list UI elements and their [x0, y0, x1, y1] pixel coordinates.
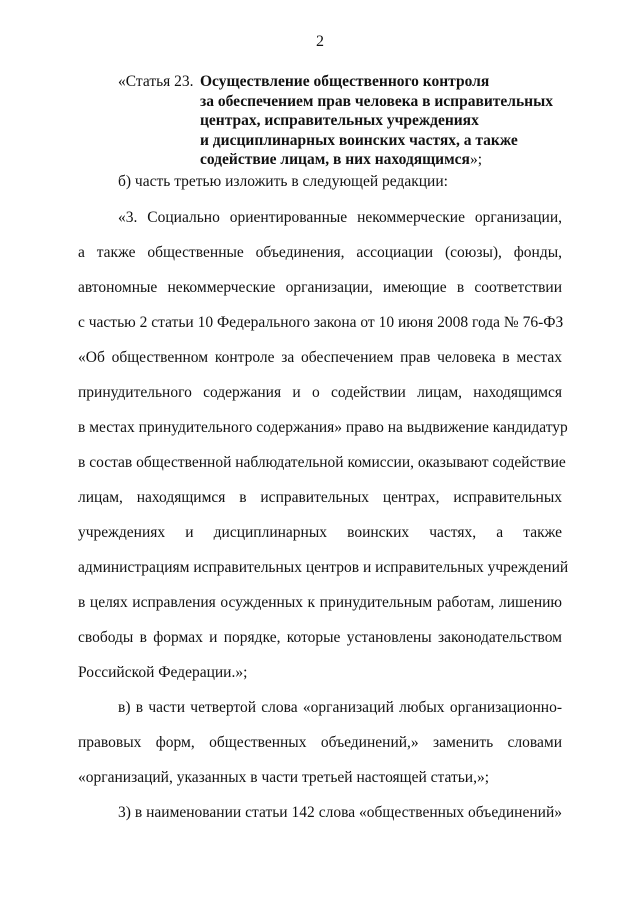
part3-line: учреждениях и дисциплинарных воинских частях, а также [78, 524, 562, 541]
article-title-line: центрах, исправительных учреждениях [200, 112, 479, 129]
article-title [200, 72, 553, 170]
part3-line: принудительного содержания и о содействии лицам, находящимся [78, 384, 562, 401]
article-title-suffix: »; [469, 151, 483, 168]
article-title-line: за обеспечением прав человека в исправительных [200, 92, 553, 110]
part3-line: а также общественные объединения, ассоциации (союзы), фонды, [78, 244, 562, 261]
article-title-line: Осуществление общественного контроля [200, 73, 490, 90]
part3-line: «3. Социально ориентированные некоммерческие организации, [118, 209, 562, 226]
part3-line: «Об общественном контроле за обеспечением прав человека в местах [78, 349, 562, 366]
part3-line: администрациям исправительных центров и исправительных учреждений [78, 559, 569, 576]
part3-line: в состав общественной наблюдательной комиссии, оказывают содействие [78, 454, 566, 471]
item-v-line: в) в части четвертой слова «организаций любых организационно- [118, 699, 562, 716]
page-number: 2 [316, 33, 324, 50]
article-prefix: «Статья 23. [118, 73, 194, 90]
article-title-line: и дисциплинарных воинских частях, а также [200, 131, 518, 149]
part3-line: в целях исправления осужденных к принудительным работам, лишению [78, 594, 562, 611]
article-title-last-part: содействие лицам, в них находящимся [200, 151, 470, 168]
part3-line: Российской Федерации.»; [78, 664, 248, 681]
item-v-line: правовых форм, общественных объединений,» заменить словами [78, 734, 562, 751]
item-v-line: «организаций, указанных в части третьей настоящей статьи,»; [78, 769, 490, 786]
part3-line: автономные некоммерческие организации, имеющие в соответствии [78, 279, 562, 296]
part3-line: с частью 2 статьи 10 Федерального закона от 10 июня 2008 года № 76-ФЗ [78, 314, 564, 331]
item-b-paragraph: б) часть третью изложить в следующей редакции: [118, 173, 448, 190]
item-3-line: 3) в наименовании статьи 142 слова «общественных объединений» [118, 804, 562, 821]
article-title-line [200, 150, 553, 170]
part3-line: в местах принудительного содержания» право на выдвижение кандидатур [78, 419, 568, 436]
part3-line: свободы в формах и порядке, которые установлены законодательством [78, 629, 562, 646]
part3-line: лицам, находящимся в исправительных центрах, исправительных [78, 489, 562, 506]
